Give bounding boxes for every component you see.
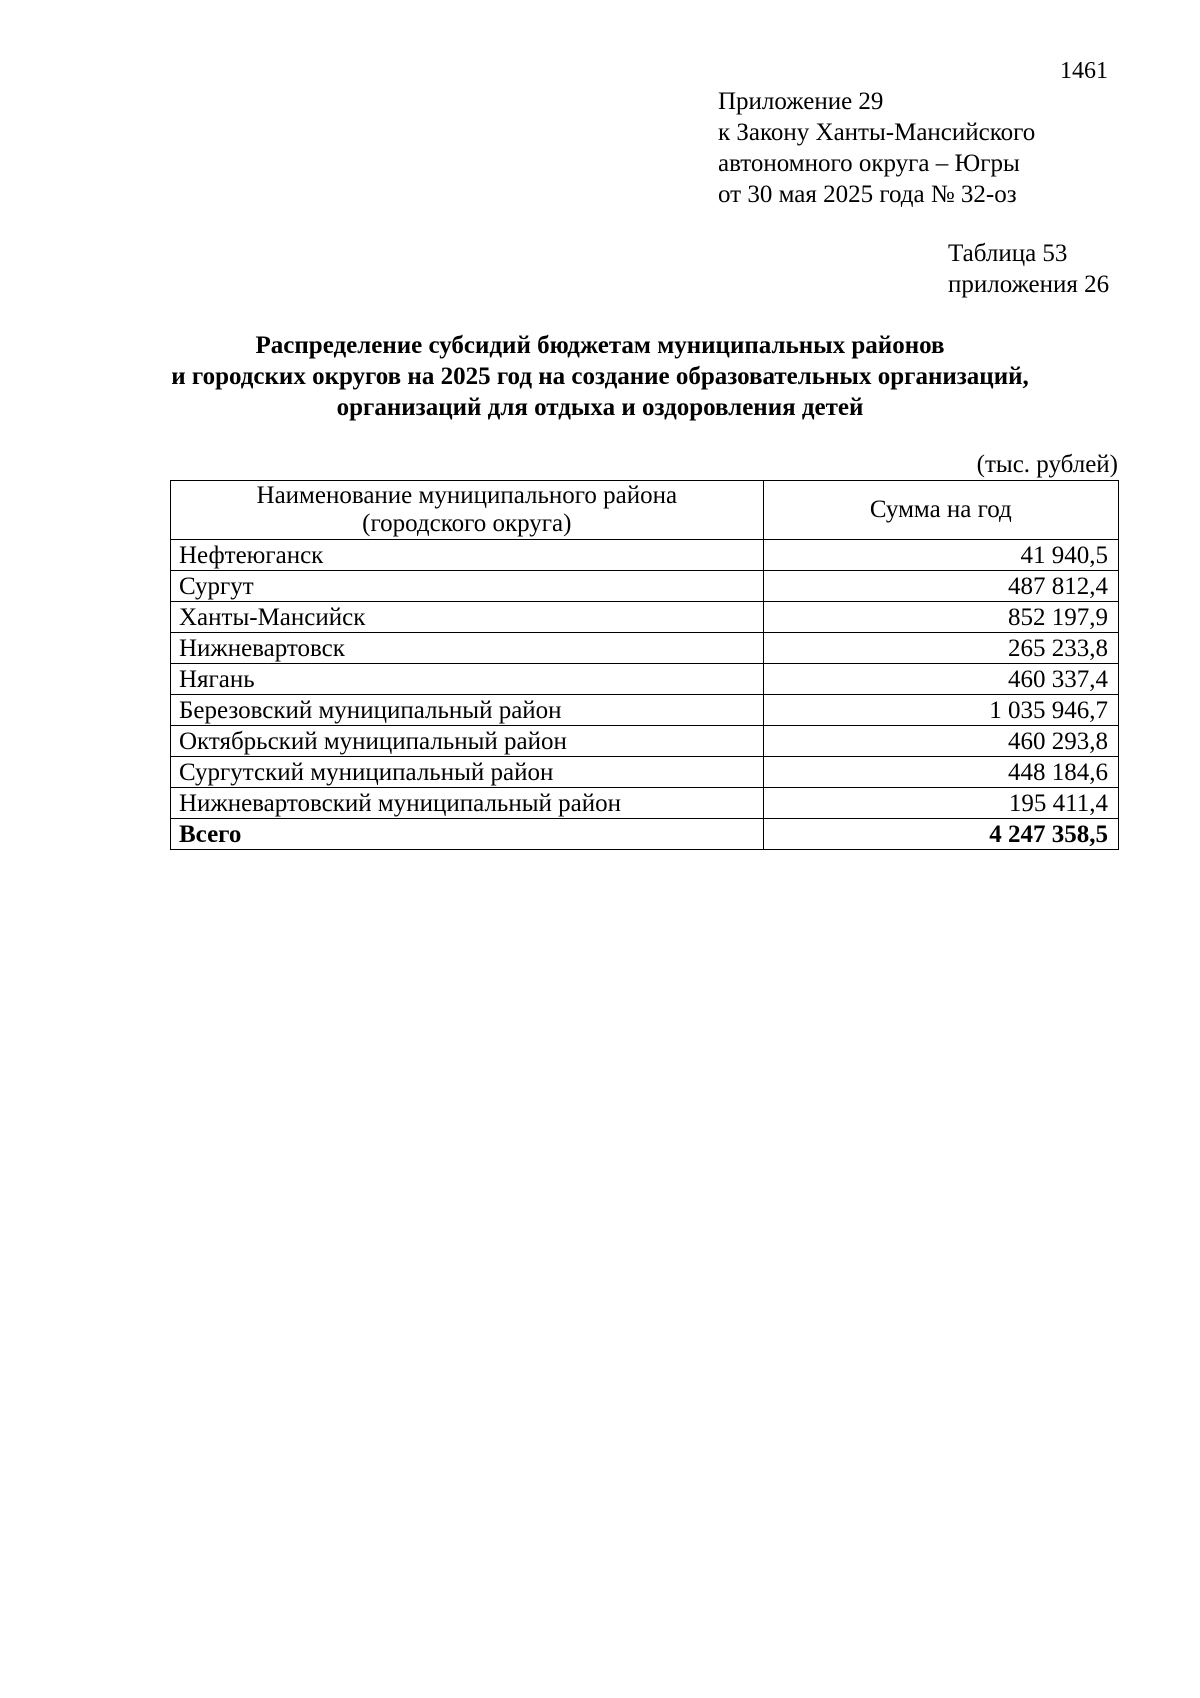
total-label: Всего	[171, 819, 764, 850]
table-row	[171, 726, 1119, 757]
annex-line: автономного округа – Югры	[718, 150, 1020, 177]
row-amount: 487 812,4	[763, 571, 1118, 602]
document-title	[0, 330, 1200, 423]
table-header-row	[171, 481, 1119, 540]
title-line: Распределение субсидий бюджетам муниципальных районов	[255, 332, 945, 359]
row-amount: 1 035 946,7	[763, 695, 1118, 726]
row-name: Ханты-Мансийск	[171, 602, 764, 633]
subsidy-table	[170, 480, 1119, 850]
table-row	[171, 695, 1119, 726]
row-amount: 265 233,8	[763, 633, 1118, 664]
row-name: Нижневартовск	[171, 633, 764, 664]
annex-line: от 30 мая 2025 года № 32-оз	[718, 181, 1017, 208]
row-amount: 448 184,6	[763, 757, 1118, 788]
column-header-name	[171, 481, 764, 540]
row-amount: 41 940,5	[763, 540, 1118, 571]
row-amount: 195 411,4	[763, 788, 1118, 819]
units-label: (тыс. рублей)	[976, 451, 1118, 478]
row-name: Березовский муниципальный район	[171, 695, 764, 726]
table-row	[171, 571, 1119, 602]
table-ref-line: приложения 26	[948, 271, 1110, 298]
page-number: 1461	[1060, 58, 1108, 84]
table-row	[171, 788, 1119, 819]
row-name: Нефтеюганск	[171, 540, 764, 571]
row-name: Сургут	[171, 571, 764, 602]
total-amount: 4 247 358,5	[763, 819, 1118, 850]
header-name-line: (городского округа)	[362, 510, 572, 537]
title-line: и городских округов на 2025 год на создание образовательных организаций,	[171, 363, 1029, 390]
table-total-row	[171, 819, 1119, 850]
annex-line: Приложение 29	[718, 88, 884, 115]
table-row	[171, 633, 1119, 664]
table-row	[171, 540, 1119, 571]
column-header-amount: Сумма на год	[763, 481, 1118, 540]
row-name: Октябрьский муниципальный район	[171, 726, 764, 757]
table-reference	[948, 238, 1109, 300]
annex-line: к Закону Ханты-Мансийского	[718, 119, 1036, 146]
annex-header	[718, 86, 1035, 210]
row-name: Сургутский муниципальный район	[171, 757, 764, 788]
row-amount: 852 197,9	[763, 602, 1118, 633]
header-name-line: Наименование муниципального района	[256, 482, 678, 509]
table-row	[171, 664, 1119, 695]
table-ref-line: Таблица 53	[948, 240, 1068, 267]
row-name: Нижневартовский муниципальный район	[171, 788, 764, 819]
row-amount: 460 293,8	[763, 726, 1118, 757]
row-amount: 460 337,4	[763, 664, 1118, 695]
row-name: Нягань	[171, 664, 764, 695]
table-row	[171, 757, 1119, 788]
table-row	[171, 602, 1119, 633]
title-line: организаций для отдыха и оздоровления детей	[336, 394, 864, 421]
